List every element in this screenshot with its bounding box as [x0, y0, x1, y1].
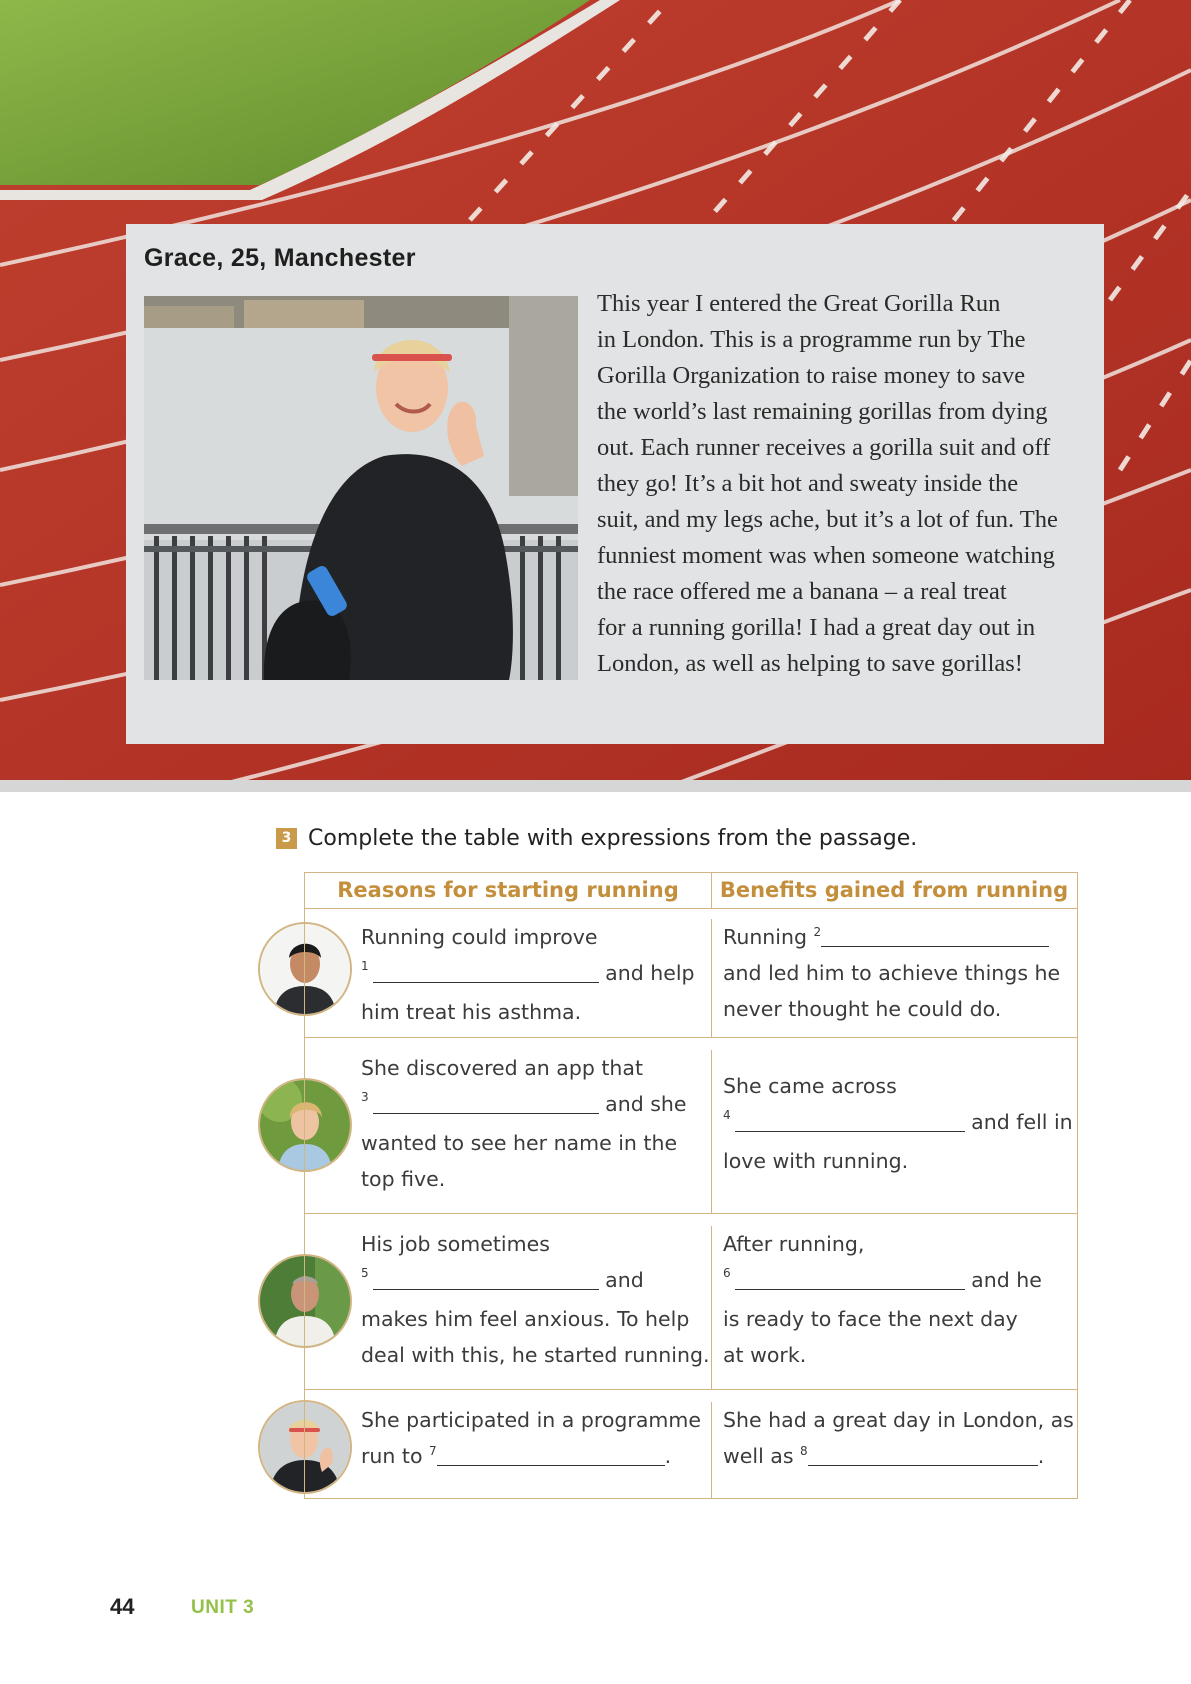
benefit-cell: She came across $^4$ and fell in love with running.	[723, 1074, 1073, 1173]
answer-blank-6[interactable]	[735, 1265, 965, 1290]
column-header-benefits: Benefits gained from running	[719, 878, 1069, 902]
table-row	[305, 1390, 1077, 1498]
blank-number: 5	[361, 1266, 369, 1280]
blank-number: 8	[800, 1444, 808, 1459]
unit-label: UNIT 3	[191, 1597, 255, 1618]
table-row	[305, 1214, 1077, 1390]
blank-number: 7	[429, 1444, 437, 1459]
page-number: 44	[110, 1594, 135, 1619]
expressions-table	[304, 872, 1078, 1499]
answer-blank-2[interactable]	[821, 922, 1049, 947]
answer-blank-5[interactable]	[373, 1265, 599, 1290]
answer-blank-4[interactable]	[735, 1107, 965, 1132]
answer-blank-3[interactable]	[373, 1089, 599, 1114]
table-header-row	[305, 873, 1077, 909]
benefit-cell: She had a great day in London, as well as $^8$ .	[723, 1408, 1074, 1468]
banner-divider	[0, 780, 1191, 792]
blank-number: 1	[361, 959, 369, 973]
exercise-instruction	[276, 826, 917, 851]
story-box	[126, 224, 1104, 744]
reason-cell: She participated in a programme run to $^7$ .	[305, 1402, 712, 1498]
blank-number: 2	[813, 925, 822, 940]
column-header-reasons: Reasons for starting running	[305, 873, 712, 908]
blank-number: 4	[723, 1108, 731, 1122]
exercise-number-badge: 3	[276, 828, 297, 849]
benefit-cell: After running, $^6$ and he is ready to face the next day at work.	[723, 1232, 1042, 1367]
story-passage: This year I entered the Great Gorilla Run in London. This is a programme run by The Gorilla Organization to raise money to save the world’s last remaining gorillas from dying out. Each runner receives a gorilla suit and off they go! It’s a bit hot and sweaty inside the suit, and my legs ache, but it’s a lot of fun. The funniest moment was when someone watching the race offered me a banana – a real treat for a running gorilla! I had a great day out in London, as well as helping to save gorillas!	[597, 290, 1058, 677]
reason-cell: His job sometimes $^5$ and makes him feel anxious. To help deal with this, he started running.	[305, 1226, 712, 1389]
blank-number: 3	[361, 1090, 369, 1104]
answer-blank-8[interactable]	[808, 1441, 1038, 1466]
table-row	[305, 909, 1077, 1038]
reason-cell: Running could improve $^1$ and help him treat his asthma.	[305, 919, 712, 1037]
blank-number: 6	[723, 1266, 731, 1280]
answer-blank-7[interactable]	[437, 1441, 665, 1466]
reason-cell: She discovered an app that $^3$ and she wanted to see her name in the top five.	[305, 1050, 712, 1213]
story-heading: Grace, 25, Manchester	[144, 244, 416, 272]
table-row	[305, 1038, 1077, 1214]
benefit-cell: Running $^2$ and led him to achieve things he never thought he could do.	[712, 919, 1076, 1037]
instruction-text: Complete the table with expressions from the passage.	[308, 826, 918, 851]
answer-blank-1[interactable]	[373, 958, 599, 983]
story-photo	[144, 296, 578, 680]
